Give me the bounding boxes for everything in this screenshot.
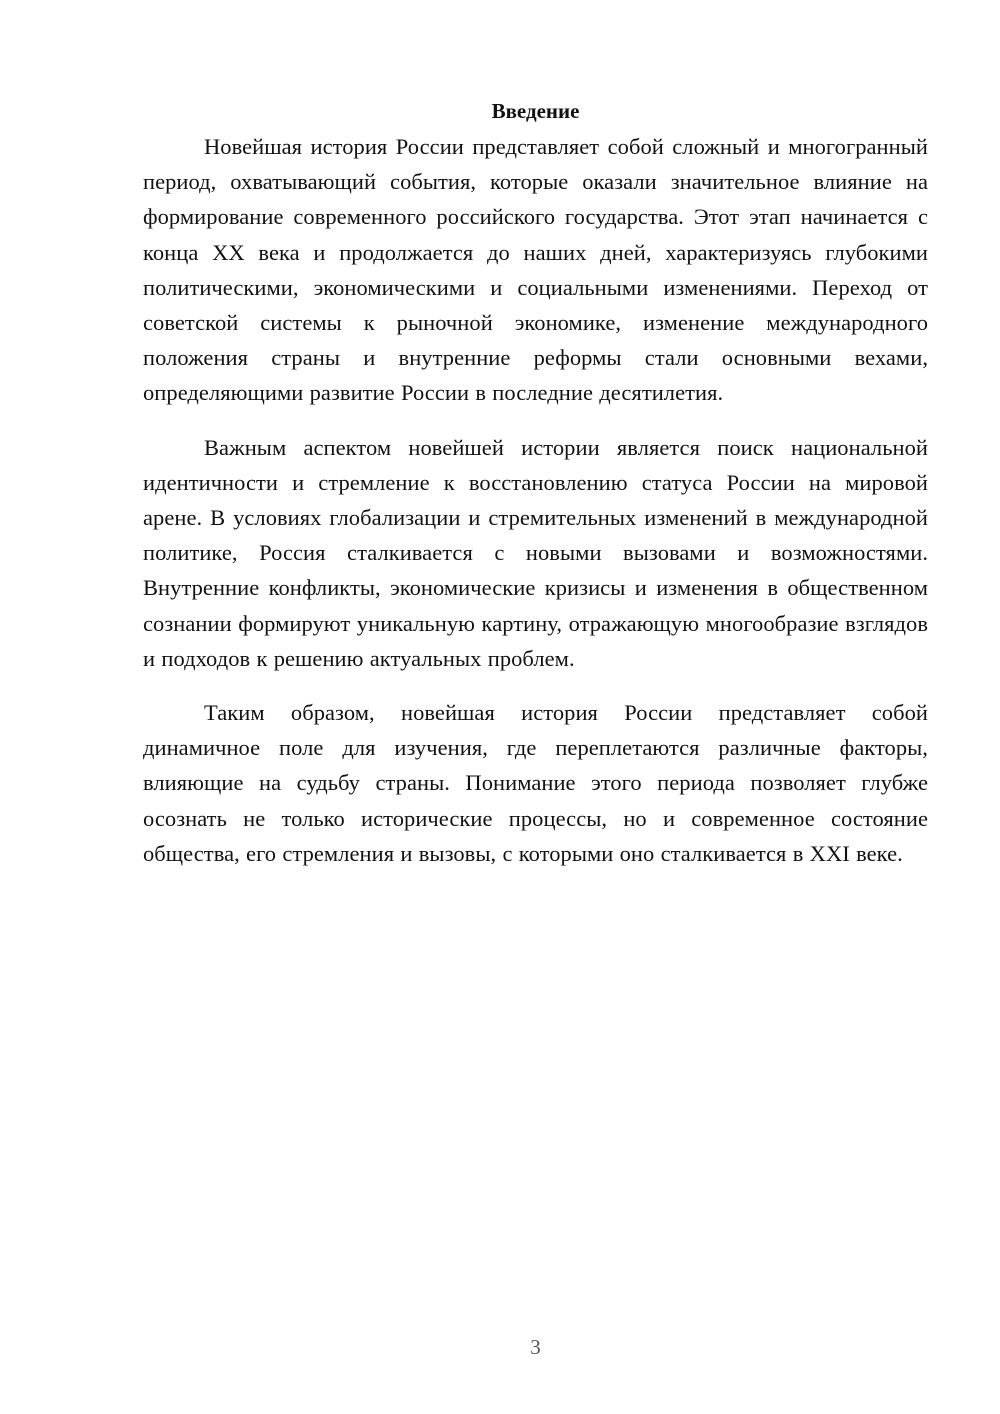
paragraph-1: Новейшая история России представляет собой сложный и многогранный период, охватывающий события, которые оказали значительное влияние на формирование современного российского государства. Этот этап начинается с конца XX века и продолжается до наших дней, характеризуясь глубокими политическими, экономическими и социальными изменениями. Переход от советской системы к рыночной экономике, изменение международного положения страны и внутренние реформы стали основными вехами, определяющими развитие России в последние десятилетия.: [143, 134, 928, 406]
section-title: Введение: [491, 99, 580, 123]
paragraph-2: Важным аспектом новейшей истории является поиск национальной идентичности и стремление к восстановлению статуса России на мировой арене. В условиях глобализации и стремительных изменений в международной политике, Россия сталкивается с новыми вызовами и возможностями. Внутренние конфликты, экономические кризисы и изменения в общественном сознании формируют уникальную картину, отражающую многообразие взглядов и подходов к решению актуальных проблем.: [143, 434, 928, 671]
page-number: 3: [530, 1335, 541, 1359]
page-content: [143, 94, 928, 871]
paragraph-3: Таким образом, новейшая история России представляет собой динамичное поле для изучения, где переплетаются различные факторы, влияющие на судьбу страны. Понимание этого периода позволяет глубже осознать не только исторические процессы, но и современное состояние общества, его стремления и вызовы, с которыми оно сталкивается в XXI веке.: [143, 700, 928, 866]
